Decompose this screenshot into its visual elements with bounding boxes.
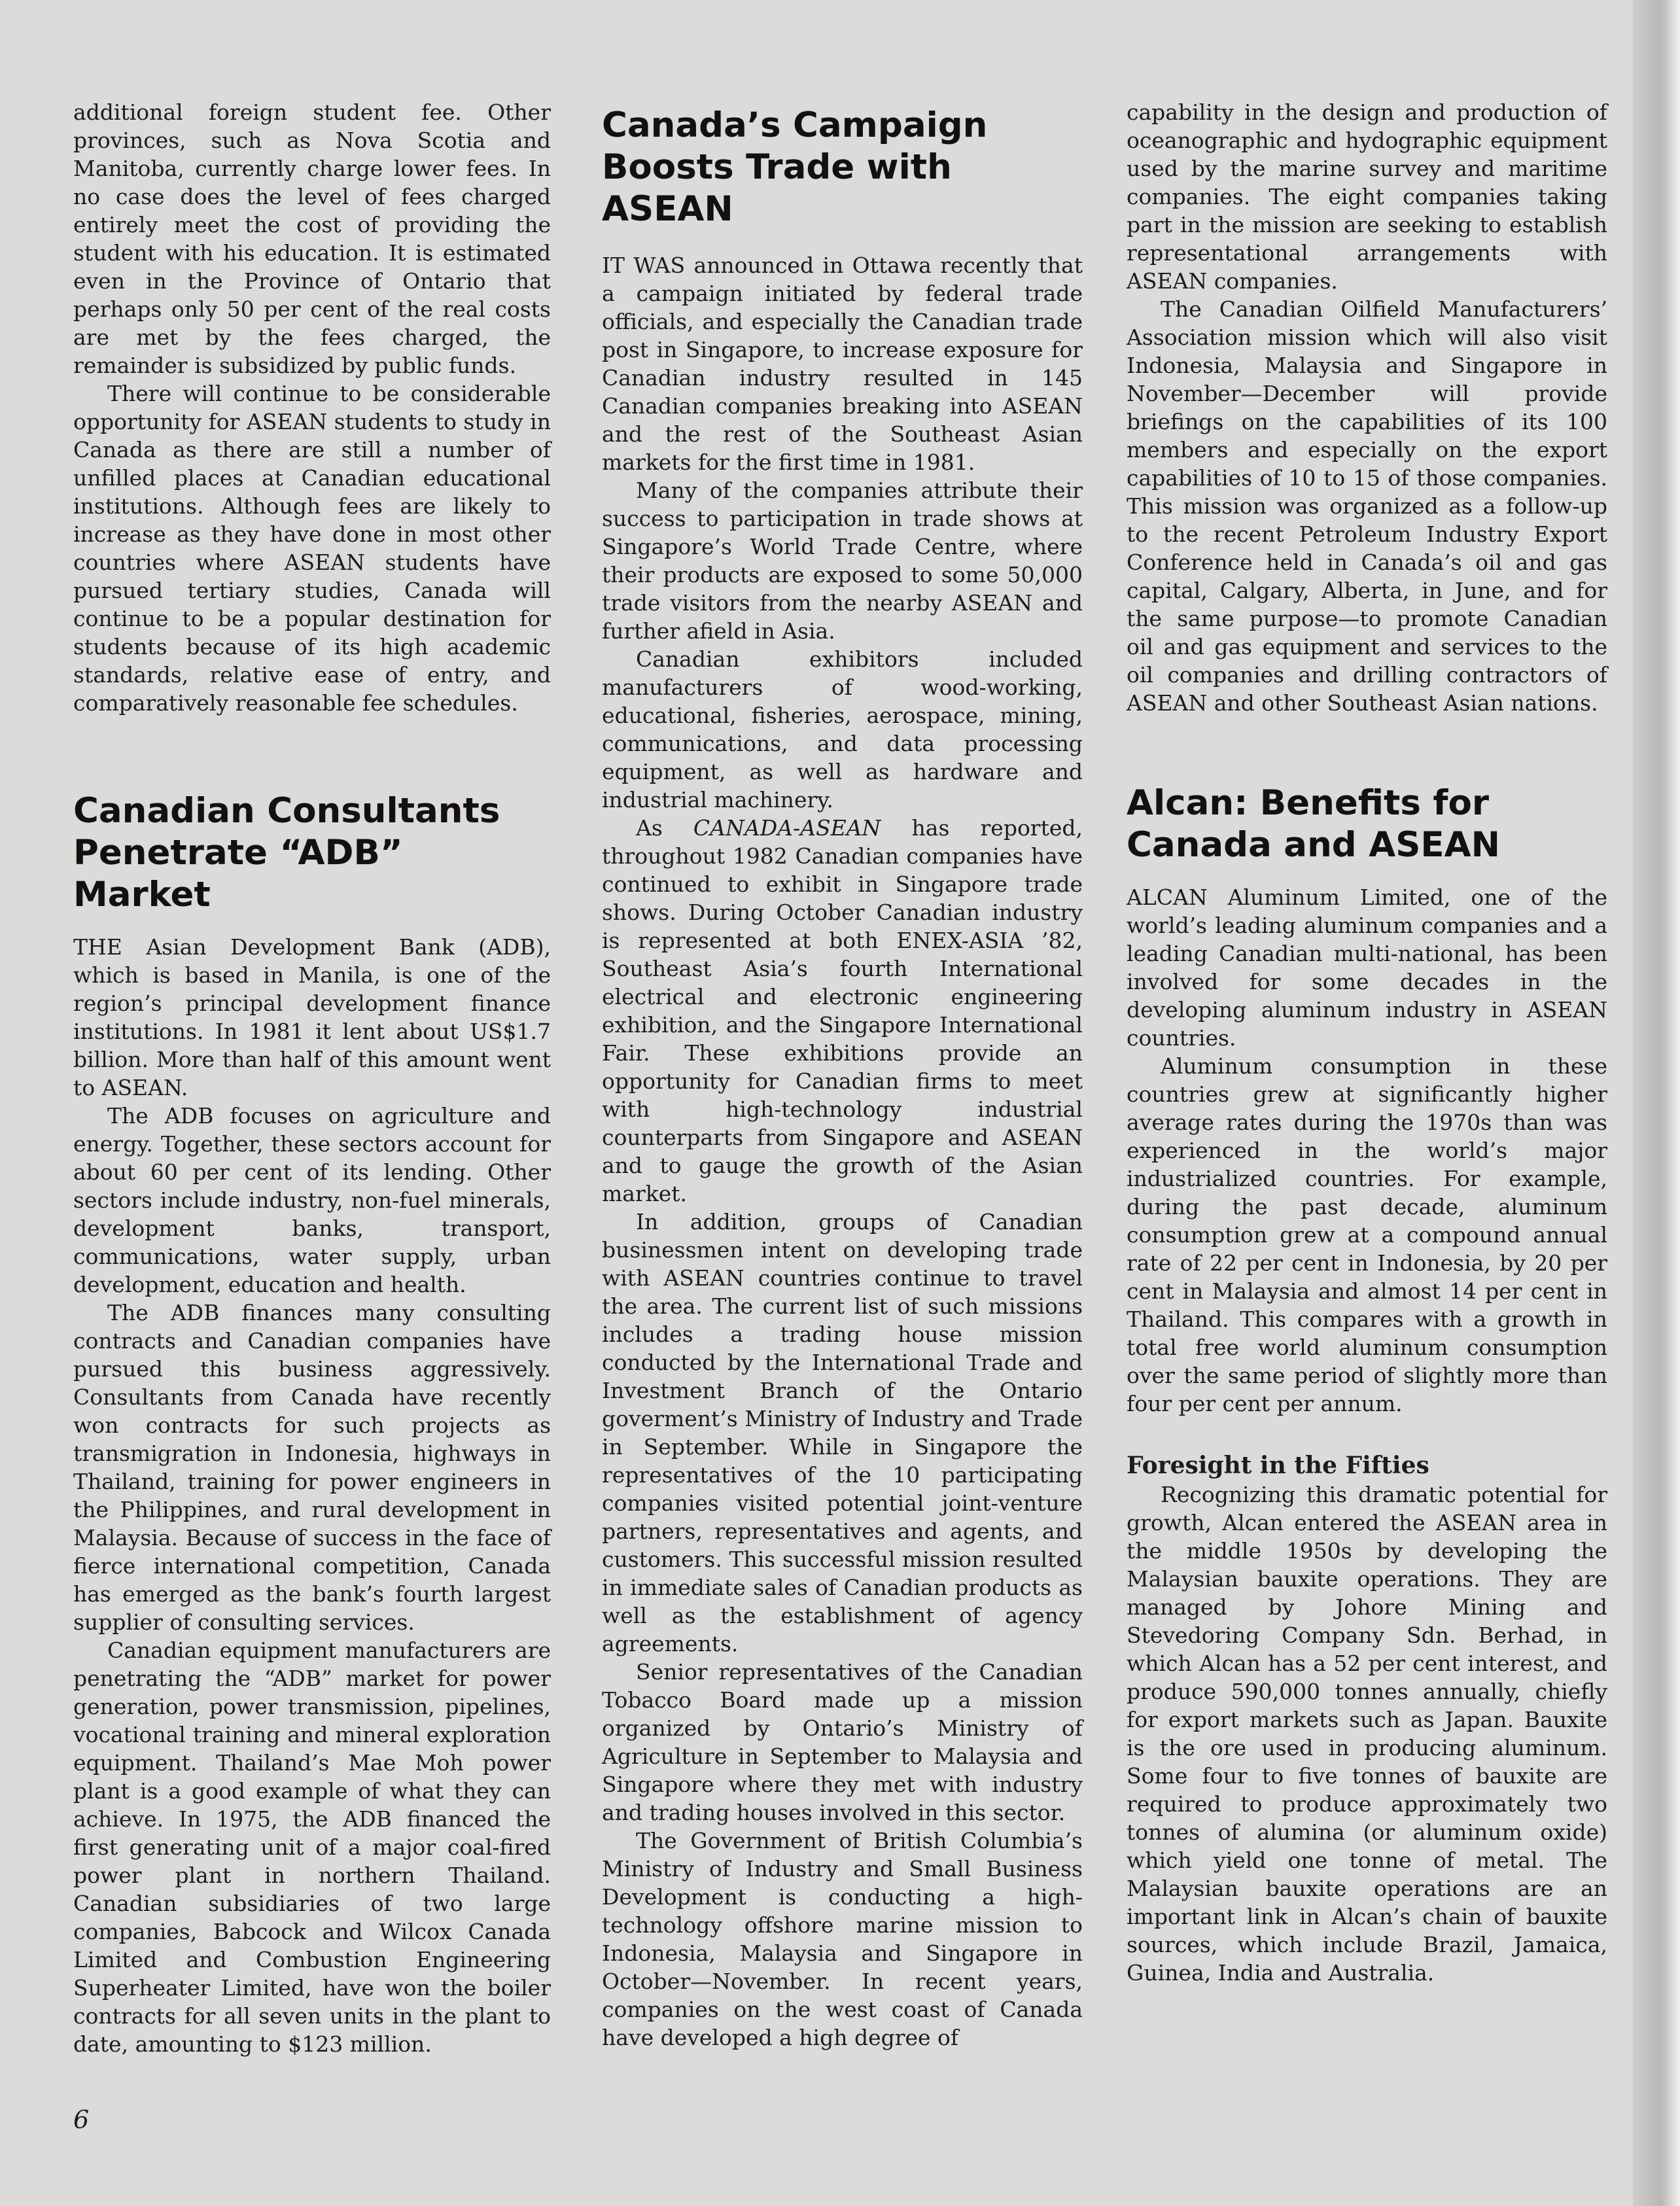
text-span: As (636, 815, 693, 841)
subheading-foresight: Foresight in the Fifties (1127, 1452, 1429, 1479)
body-paragraph: Senior representatives of the Canadian Tobacco Board made up a mission organized by Ontario’s Ministry of Agriculture in September to Malaysia and Singapore where they met with industry and trading houses involved in this sector. (602, 1659, 1083, 1825)
article-heading-adb: Canadian Consultants Penetrate “ADB” Market (73, 791, 500, 915)
body-paragraph: Canadian exhibitors included manufacturers of wood-working, educational, fisheries, aerospace, mining, communications, and data processing equipment, as well as hardware and industrial machinery. (602, 646, 1083, 813)
text-span: has reported, throughout 1982 Canadian companies have continued to exhibit in Singapore trade shows. During October Canadian industry is represented at both ENEX-ASIA ’82, Southeast Asia’s fourth International electrical and electronic engineering exhibition, and the Singapore International Fair. These exhibitions provide an opportunity for Canadian firms to meet with high-technology industrial counterparts from Singapore and ASEAN and to gauge the growth of the Asian market. (602, 815, 1083, 1206)
body-paragraph: THE Asian Development Bank (ADB), which is based in Manila, is one of the region’s principal development finance institutions. In 1981 it lent about US$1.7 billion. More than half of this amount went to ASEAN. (73, 934, 551, 1100)
body-paragraph: The ADB finances many consulting contracts and Canadian companies have pursued this business aggressively. Consultants from Canada have recently won contracts for such projects as transmigration in Indonesia, highways in Thailand, training for power engineers in the Philippines, and rural development in Malaysia. Because of success in the face of fierce international competition, Canada has emerged as the bank’s fourth largest supplier of consulting services. (73, 1300, 551, 1635)
body-paragraph: The Government of British Columbia’s Ministry of Industry and Small Business Development is conducting a high-technology offshore marine mission to Indonesia, Malaysia and Singapore in October—November. In recent years, companies on the west coast of Canada have developed a high degree of (602, 1828, 1083, 2050)
article-heading-alcan: Alcan: Benefits for Canada and ASEAN (1127, 783, 1500, 865)
body-paragraph: Recognizing this dramatic potential for growth, Alcan entered the ASEAN area in the middle 1950s by developing the Malaysian bauxite operations. They are managed by Johore Mining and Stevedoring Company Sdn. Berhad, in which Alcan has a 52 per cent interest, and produce 590,000 tonnes annually, chiefly for export markets such as Japan. Bauxite is the ore used in producing aluminum. Some four to five tonnes of bauxite are required to produce approximately two tonnes of alumina (or aluminum oxide) which yield one tonne of metal. The Malaysian bauxite operations are an important link in Alcan’s chain of bauxite sources, which include Brazil, Jamaica, Guinea, India and Australia. (1127, 1482, 1607, 1986)
body-paragraph: Many of the companies attribute their success to participation in trade shows at Singapore’s World Trade Centre, where their products are exposed to some 50,000 trade visitors from the nearby ASEAN and further afield in Asia. (602, 478, 1083, 644)
body-paragraph: Aluminum consumption in these countries grew at significantly higher average rates during the 1970s than was experienced in the world’s major industrialized countries. For example, during the past decade, aluminum consumption grew at a compound annual rate of 22 per cent in Indonesia, by 20 per cent in Malaysia and almost 14 per cent in Thailand. This compares with a growth in total free world aluminum consumption over the same period of slightly more than four per cent per annum. (1127, 1053, 1607, 1416)
article-heading-campaign: Canada’s Campaign Boosts Trade with ASEAN (602, 105, 988, 229)
page-edge-shadow (1633, 0, 1680, 2206)
body-paragraph: In addition, groups of Canadian businessmen intent on developing trade with ASEAN countries continue to travel the area. The current list of such missions includes a trading house mission conducted by the International Trade and Investment Branch of the Ontario goverment’s Ministry of Industry and Trade in September. While in Singapore the representatives of the 10 participating companies visited potential joint-venture partners, representatives and agents, and customers. This successful mission resulted in immediate sales of Canadian products as well as the establishment of agency agreements. (602, 1209, 1083, 1656)
body-paragraph: IT WAS announced in Ottawa recently that a campaign initiated by federal trade officials, and especially the Canadian trade post in Singapore, to increase exposure for Canadian industry resulted in 145 Canadian companies breaking into ASEAN and the rest of the Southeast Asian markets for the first time in 1981. (602, 253, 1083, 475)
body-paragraph: The Canadian Oilfield Manufacturers’ Association mission which will also visit Indonesia, Malaysia and Singapore in November—December will provide briefings on the capabilities of its 100 members and especially on the export capabilities of 10 to 15 of those companies. This mission was organized as a follow-up to the recent Petroleum Industry Export Conference held in Canada’s oil and gas capital, Calgary, Alberta, in June, and for the same purpose—to promote Canadian oil and gas equipment and services to the oil companies and drilling contractors of ASEAN and other Southeast Asian nations. (1127, 296, 1607, 716)
body-paragraph: The ADB focuses on agriculture and energy. Together, these sectors account for about 60 per cent of its lending. Other sectors include industry, non-fuel minerals, development banks, transport, communications, water supply, urban development, education and health. (73, 1103, 551, 1297)
publication-name: CANADA-ASEAN (693, 815, 881, 841)
continued-paragraph: capability in the design and production of oceanographic and hydographic equipment used by the marine survey and maritime companies. The eight companies taking part in the mission are seeking to establish representational arrangements with ASEAN companies. (1127, 99, 1607, 294)
continued-paragraph: additional foreign student fee. Other provinces, such as Nova Scotia and Manitoba, currently charge lower fees. In no case does the level of fees charged entirely meet the cost of providing the student with his education. It is estimated even in the Province of Ontario that perhaps only 50 per cent of the real costs are met by the fees charged, the remainder is subsidized by public funds. (73, 99, 551, 378)
body-paragraph: There will continue to be considerable opportunity for ASEAN students to study in Canada as there are still a number of unfilled places at Canadian educational institutions. Although fees are likely to increase as they have done in most other countries where ASEAN students have pursued tertiary studies, Canada will continue to be a popular destination for students because of its high academic standards, relative ease of entry, and comparatively reasonable fee schedules. (73, 381, 551, 716)
column-right (1127, 98, 1607, 1987)
column-middle (602, 105, 1083, 2052)
body-paragraph: ALCAN Aluminum Limited, one of the world’s leading aluminum companies and a leading Canadian multi-national, has been involved for some decades in the developing aluminum industry in ASEAN countries. (1127, 884, 1607, 1051)
body-paragraph (602, 814, 1083, 1208)
page-number: 6 (73, 2105, 90, 2134)
column-left (73, 98, 551, 2058)
body-paragraph: Canadian equipment manufacturers are penetrating the “ADB” market for power generation, power transmission, pipelines, vocational training and mineral exploration equipment. Thailand’s Mae Moh power plant is a good example of what they can achieve. In 1975, the ADB financed the first generating unit of a major coal-fired power plant in northern Thailand. Canadian subsidiaries of two large companies, Babcock and Wilcox Canada Limited and Combustion Engineering Superheater Limited, have won the boiler contracts for all seven units in the plant to date, amounting to $123 million. (73, 1637, 551, 2057)
